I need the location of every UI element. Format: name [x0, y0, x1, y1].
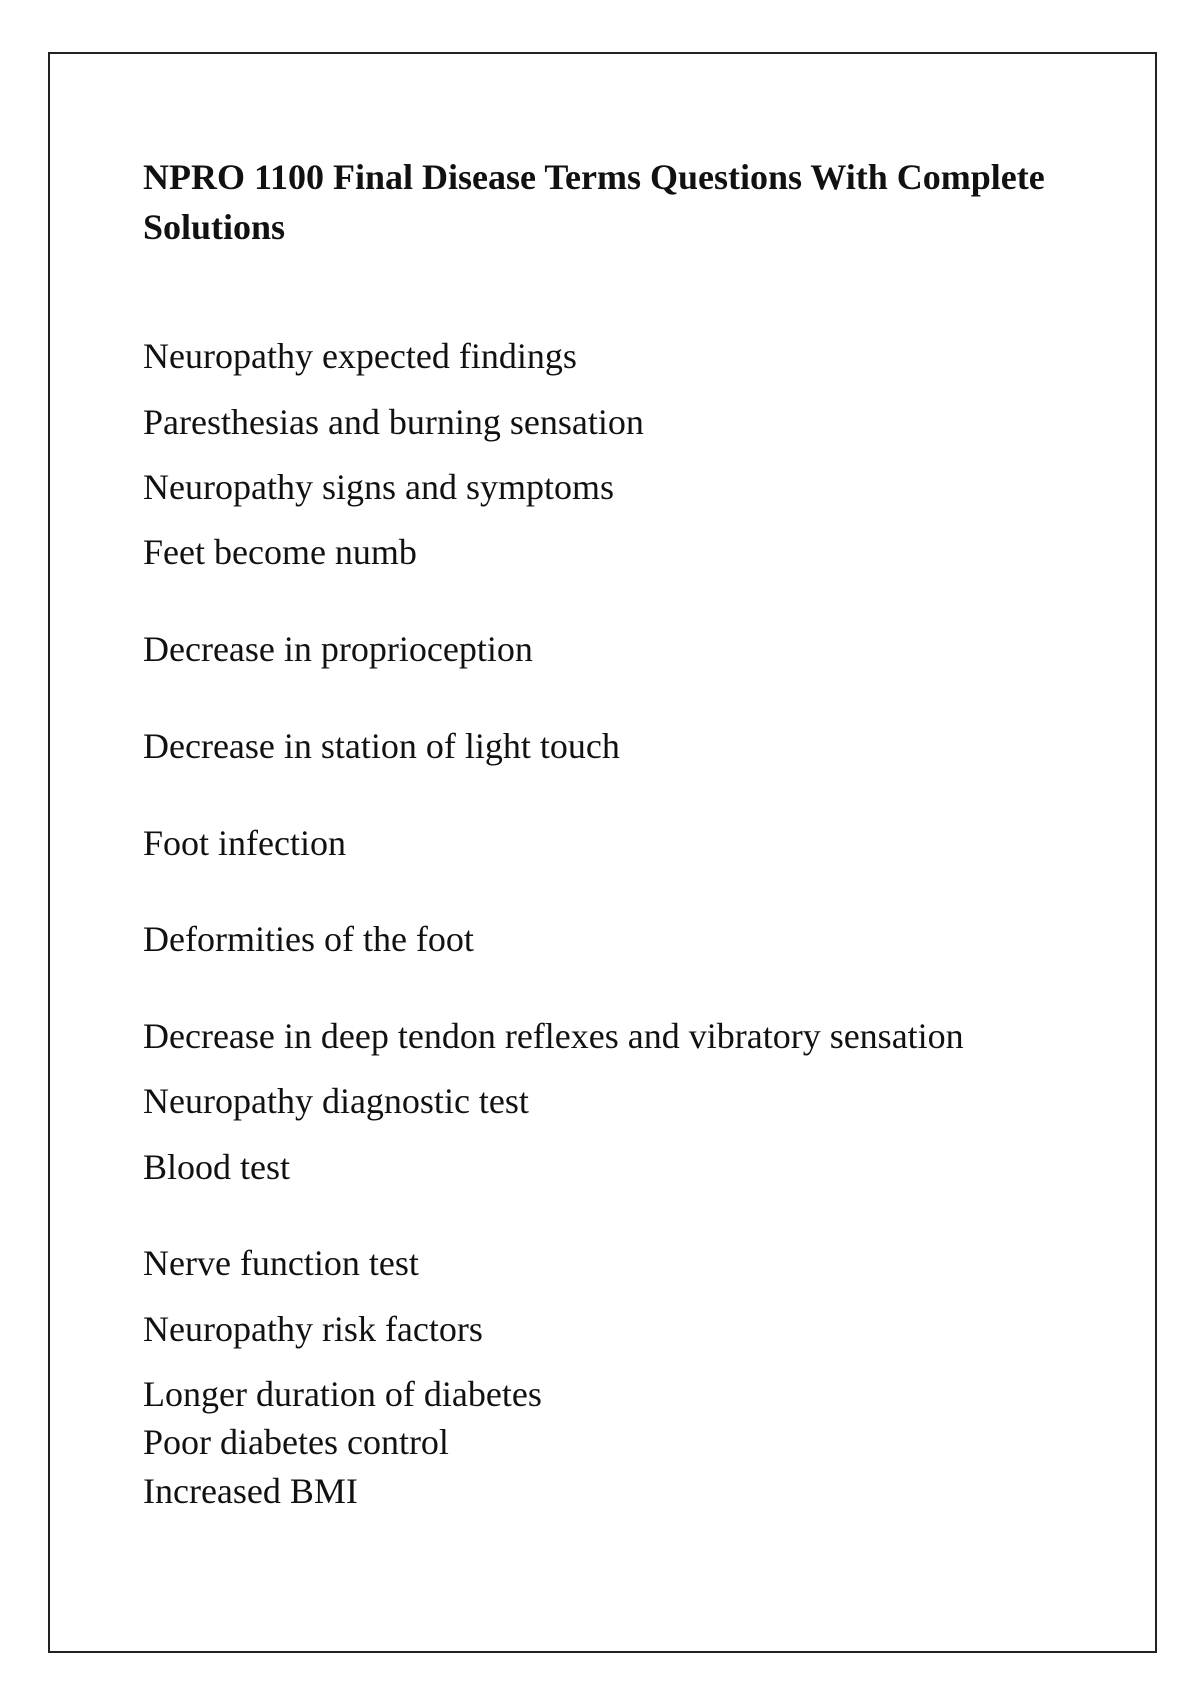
text-line: Longer duration of diabetes — [143, 1374, 542, 1414]
text-line: Neuropathy risk factors — [143, 1309, 483, 1349]
text-line: Blood test — [143, 1147, 291, 1187]
text-line: Decrease in proprioception — [143, 629, 533, 669]
text-line: Paresthesias and burning sensation — [143, 402, 644, 442]
text-line: Decrease in deep tendon reflexes and vibratory sensation — [143, 1016, 964, 1056]
text-line: Poor diabetes control — [143, 1422, 449, 1462]
text-line: Neuropathy signs and symptoms — [143, 467, 614, 507]
text-line: Neuropathy expected findings — [143, 336, 577, 376]
text-line: Feet become numb — [143, 532, 417, 572]
text-line: Foot infection — [143, 823, 346, 863]
document-title: NPRO 1100 Final Disease Terms Questions With Complete Solutions — [143, 157, 1045, 247]
text-line: Deformities of the foot — [143, 919, 474, 959]
text-line: Increased BMI — [143, 1471, 358, 1511]
text-line: Nerve function test — [143, 1243, 419, 1283]
text-line: Decrease in station of light touch — [143, 726, 620, 766]
text-line: Neuropathy diagnostic test — [143, 1081, 529, 1121]
